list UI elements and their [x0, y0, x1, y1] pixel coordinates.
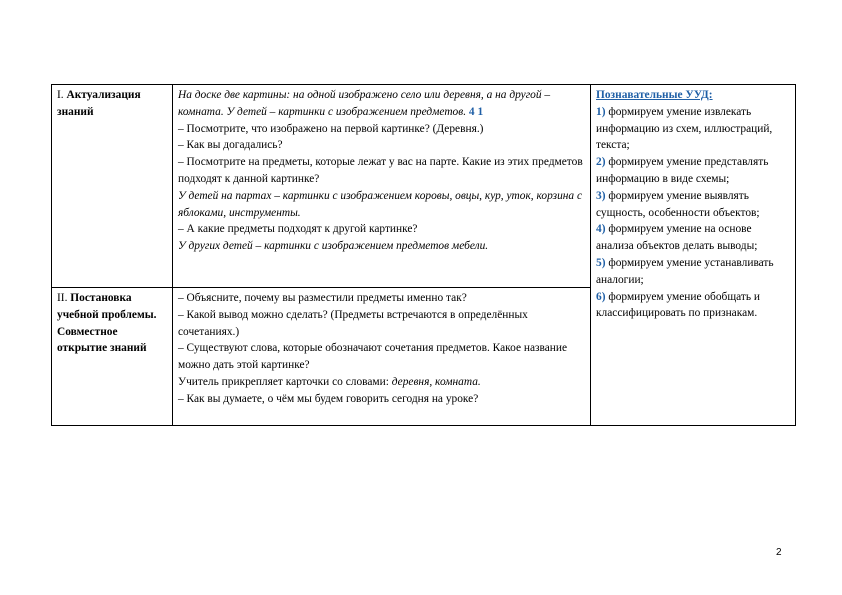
content-line: – А какие предметы подходят к другой картинке?	[178, 223, 418, 236]
content-line: – Объясните, почему вы разместили предметы именно так?	[178, 292, 467, 304]
stage-name: Актуализация знаний	[57, 89, 141, 118]
stage-cell-1	[52, 85, 173, 288]
content-line: Учитель прикрепляет карточки со словами: деревня, комната.	[178, 375, 481, 388]
stage-name: Постановка учебной проблемы. Совместное открытие знаний	[57, 292, 157, 355]
content-line: На доске две картины: на одной изображено село или деревня, а на другой – комната. У детей – картинки с изображением предметов. 4 1	[178, 89, 551, 118]
content-line: – Как вы догадались?	[178, 139, 283, 152]
uud-item: 4) формируем умение на основе анализа объектов делать выводы;	[596, 223, 758, 253]
table-row	[52, 85, 796, 288]
uud-title: Познавательные УУД:	[596, 89, 713, 101]
stage-content-1	[173, 85, 591, 288]
uud-cell	[591, 85, 796, 426]
slide-reference: 4 1	[466, 105, 484, 118]
content-line: – Существуют слова, которые обозначают сочетания предметов. Какое название можно дать этой картинке?	[178, 342, 568, 372]
uud-item: 3) формируем умение выявлять сущность, особенности объектов;	[596, 189, 760, 219]
content-line: У других детей – картинки с изображением предметов мебели.	[178, 240, 489, 253]
uud-item: 5) формируем умение устанавливать аналогии;	[596, 256, 774, 286]
page-number: 2	[776, 547, 782, 558]
uud-item: 1) формируем умение извлекать информацию из схем, иллюстраций, текста;	[596, 105, 773, 152]
stage-content-2	[173, 288, 591, 426]
content-line: – Посмотрите, что изображено на первой картинке? (Деревня.)	[178, 122, 484, 135]
stage-number: II.	[57, 292, 68, 304]
content-line: – Как вы думаете, о чём мы будем говорить сегодня на уроке?	[178, 392, 479, 405]
uud-item: 2) формируем умение представлять информацию в виде схемы;	[596, 156, 769, 185]
stage-number: I.	[57, 89, 64, 101]
uud-item: 6) формируем умение обобщать и классифицировать по признакам.	[596, 290, 760, 320]
content-line: У детей на партах – картинки с изображением коровы, овцы, кур, уток, корзина с яблоками, инструменты.	[178, 189, 583, 219]
lesson-plan-table	[51, 84, 796, 426]
stage-cell-2	[52, 288, 173, 426]
content-line: – Посмотрите на предметы, которые лежат у вас на парте. Какие из этих предметов подходят к данной картинке?	[178, 156, 583, 185]
content-line: – Какой вывод можно сделать? (Предметы встречаются в определённых сочетаниях.)	[178, 308, 528, 338]
